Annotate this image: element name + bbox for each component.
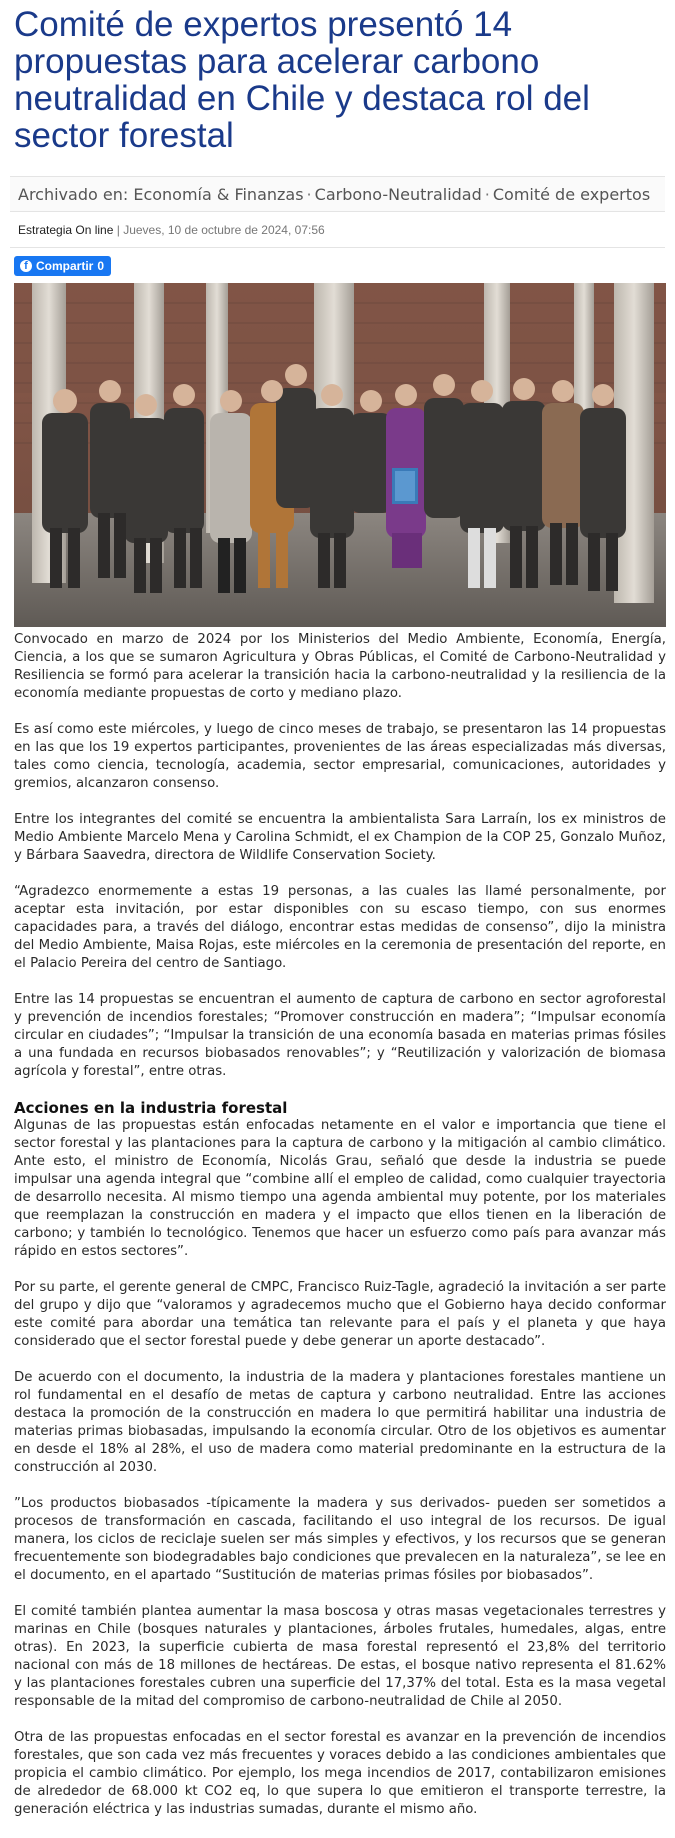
- tag-link[interactable]: Economía & Finanzas: [133, 185, 304, 204]
- paragraph: ”Los productos biobasados -típicamente la madera y sus derivados- pueden ser sometidos a procesos de transformación en cascada, facilitando el uso integral de los recursos. De igual manera, los ciclos de reciclaje suelen ser más simples y efectivos, y los recursos que se generan frecuentemente son biodegradables bajo condiciones que prevalecen en la naturaleza”, se lee en el documento, en el apartado “Sustitución de materias primas fósiles por biobasados”.: [14, 1496, 666, 1583]
- byline: Estrategia On line | Jueves, 10 de octubre de 2024, 07:56: [10, 212, 665, 248]
- share-count: 0: [97, 259, 105, 273]
- paragraph: Convocado en marzo de 2024 por los Ministerios del Medio Ambiente, Economía, Energía, Ciencia, a los que se sumaron Agricultura y Obras Públicas, el Comité de Carbono-Neutralidad y Resiliencia se formó para acelerar la transición hacia la carbono-neutralidad y la resiliencia de la economía mediante propuestas de corto y mediano plazo.: [14, 632, 666, 701]
- paragraph: Por su parte, el gerente general de CMPC, Francisco Ruiz-Tagle, agradeció la invitación a ser parte del grupo y dijo que “valoramos y agradecemos mucho que el Gobierno haya decido conformar este comité para abordar una temática tan relevante para el país y el planeta y que haya considerado que el sector forestal puede y debe generar un aporte destacado”.: [14, 1280, 666, 1349]
- facebook-share-button[interactable]: [14, 256, 111, 276]
- paragraph: “Agradezco enormemente a estas 19 personas, a las cuales las llamé personalmente, por aceptar esta invitación, por estar disponibles con su escaso tiempo, con sus enormes capacidades para, a través del diálogo, encontrar estas medidas de consenso”, dijo la ministra del Medio Ambiente, Maisa Rojas, este miércoles en la ceremonia de presentación del reporte, en el Palacio Pereira del centro de Santiago.: [14, 884, 666, 971]
- share-label: Compartir: [36, 259, 94, 273]
- tag-link[interactable]: Carbono-Neutralidad: [314, 185, 482, 204]
- article-photo: [14, 283, 666, 627]
- article-title: Comité de expertos presentó 14 propuestas para acelerar carbono neutralidad en Chile y destaca rol del sector forestal: [14, 5, 590, 155]
- paragraph: El comité también plantea aumentar la masa boscosa y otras masas vegetacionales terrestres y marinas en Chile (bosques naturales y plantaciones, árboles frutales, humedales, algas, entre otras). En 2023, la superficie cubierta de masa forestal representó el 23,8% del territorio nacional con más de 18 millones de hectáreas. De estas, el bosque nativo representa el 81.62% y las plantaciones forestales cubren una superficie del 17,37% del total. Esta es la masa vegetal responsable de la mitad del compromiso de carbono-neutralidad de Chile al 2050.: [14, 1604, 666, 1709]
- author: Estrategia On line: [18, 223, 114, 237]
- facebook-icon: f: [20, 260, 32, 272]
- tag-link[interactable]: Comité de expertos: [492, 185, 651, 204]
- paragraph: Entre las 14 propuestas se encuentran el aumento de captura de carbono en sector agroforestal y prevención de incendios forestales; “Promover construcción en madera”; “Impulsar economía circular en ciudades”; “Impulsar la transición de una economía basada en materias primas fósiles a una fundada en recursos biobasados renovables”; y “Reutilización y valorización de biomasa agrícola y forestal”, entre otras.: [14, 992, 666, 1079]
- article-body: [14, 631, 666, 1837]
- archive-tags-bar: [10, 176, 665, 212]
- tag-separator: ·: [484, 185, 490, 204]
- paragraph: Algunas de las propuestas están enfocadas netamente en el valor e importancia que tiene el sector forestal y las plantaciones para la captura de carbono y la mitigación al cambio climático. Ante esto, el ministro de Economía, Nicolás Grau, señaló que desde la industria se puede impulsar una agenda integral que “combine allí el empleo de calidad, como cualquier trayectoria de desarrollo necesita. Al mismo tiempo una agenda ambiental muy potente, por los materiales que reemplazan la construcción en madera y el impacto que ellos tienen en la liberación de carbono; y también lo tecnológico. Tenemos que hacer un esfuerzo como país para avanzar más rápido en estos sectores”.: [14, 1118, 666, 1259]
- paragraph: De acuerdo con el documento, la industria de la madera y plantaciones forestales mantiene un rol fundamental en el desafío de metas de captura y carbono neutralidad. Entre las acciones destaca la promoción de la construcción en madera lo que permitirá habilitar una industria de materias primas biobasadas, impulsando la economía circular. Otro de los objetivos es aumentar en desde el 18% al 28%, el uso de madera como material predominante en la estructura de la construcción al 2030.: [14, 1370, 666, 1475]
- publish-date: Jueves, 10 de octubre de 2024, 07:56: [123, 223, 325, 237]
- tag-separator: ·: [306, 185, 312, 204]
- group-photo-illustration: [14, 283, 666, 627]
- paragraph: Es así como este miércoles, y luego de cinco meses de trabajo, se presentaron las 14 propuestas en las que los 19 expertos participantes, provenientes de las áreas especializadas más diversas, tales como ciencia, tecnología, academia, sector empresarial, comunicaciones, autoridades y gremios, alcanzaron consenso.: [14, 722, 666, 791]
- section-heading: Acciones en la industria forestal: [14, 1099, 288, 1117]
- paragraph: Otra de las propuestas enfocadas en el sector forestal es avanzar en la prevención de incendios forestales, que son cada vez más frecuentes y voraces debido a las condiciones ambientales que propicia el cambio climático. Por ejemplo, los mega incendios de 2017, contabilizaron emisiones de alrededor de 68.000 kt CO2 eq, lo que supera lo que emitieron el transporte terrestre, la generación eléctrica y las industrias sumadas, durante el mismo año.: [14, 1730, 666, 1817]
- paragraph: Entre los integrantes del comité se encuentra la ambientalista Sara Larraín, los ex ministros de Medio Ambiente Marcelo Mena y Carolina Schmidt, el ex Champion de la COP 25, Gonzalo Muñoz, y Bárbara Saavedra, directora de Wildlife Conservation Society.: [14, 812, 666, 863]
- archive-label: Archivado en:: [18, 185, 129, 204]
